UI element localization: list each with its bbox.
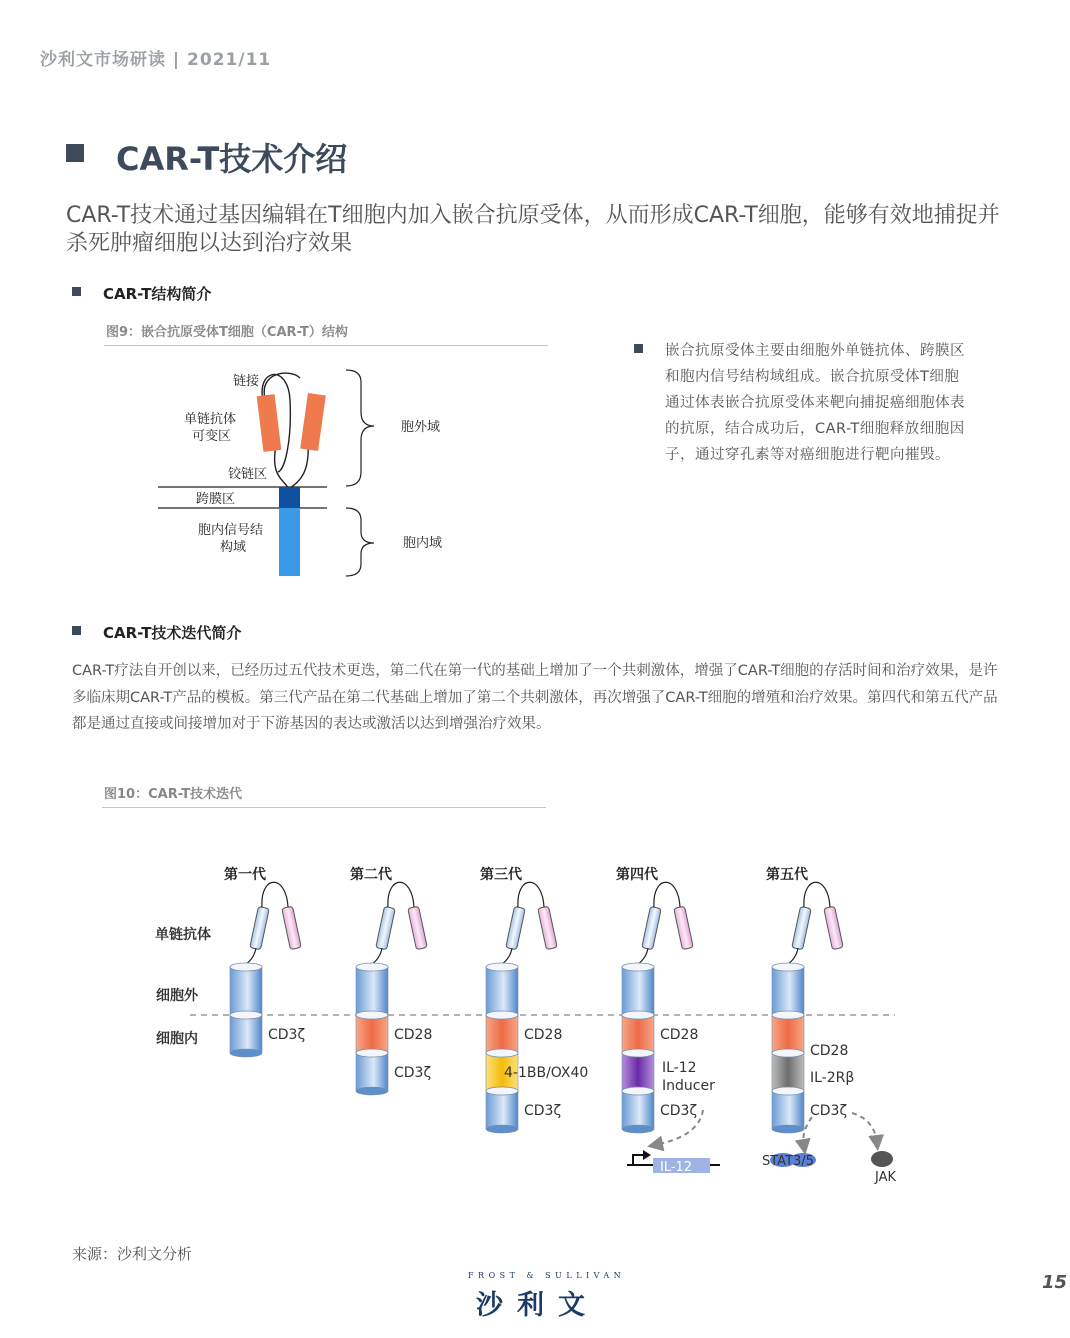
gen1-scfv-b: [282, 906, 301, 949]
gen2-domain-2: [356, 1053, 388, 1091]
page-number: 15: [1042, 1272, 1068, 1293]
generation-title-4: 第四代: [616, 867, 658, 883]
iteration-paragraph: CAR-T疗法自开创以来，已经历过五代技术更迭，第二代在第一代的基础上增加了一个共刺激体，增强了CAR-T细胞的存活时间和治疗效果，是许多临床期CAR-T产品的模板。第三代产品在第二代基础上增加了第二个共刺激体，再次增强了CAR-T细胞的增殖和治疗效果。第四代和第五代产品都是通过直接或间接增加对于下游基因的表达或激活以达到增强治疗效果。: [72, 663, 998, 732]
gen1-domain-label-1: CD3ζ: [268, 1027, 306, 1043]
label-intracellular: 胞内域: [403, 536, 443, 551]
gen5-domain-label-1: CD28: [810, 1043, 849, 1059]
gen1-bottom: [230, 1049, 262, 1057]
label-transmembrane: 跨膜区: [196, 492, 236, 507]
gen5-arrow-jak: [852, 1113, 877, 1143]
bullet-marker: [72, 287, 81, 296]
car-t-generations-diagram: [140, 855, 910, 1195]
gen3-domain-2-top: [486, 1049, 518, 1057]
gen4-domain-3: [622, 1091, 654, 1129]
gen5-domain-1-top: [772, 1011, 804, 1019]
label-signal-1: 胞内信号结: [198, 523, 264, 538]
gen2-domain-label-1: CD28: [394, 1027, 433, 1043]
gen2-domain-label-2: CD3ζ: [394, 1065, 432, 1081]
gen1-extracellular-top: [230, 963, 262, 971]
gen3-extracellular: [486, 967, 518, 1015]
gen4-gene-label: IL-12: [660, 1160, 693, 1175]
label-linker: 链接: [233, 374, 260, 389]
description-marker: [634, 344, 643, 353]
gen5-domain-3-top: [772, 1087, 804, 1095]
scfv-block-2: [300, 393, 326, 451]
gen5-extracellular: [772, 967, 804, 1015]
gen1-extracellular: [230, 967, 262, 1015]
gen4-scfv-b: [674, 906, 693, 949]
gen4-bottom: [622, 1125, 654, 1133]
gen5-domain-label-2: IL-2Rβ: [810, 1070, 855, 1086]
gen5-domain-label-3: CD3ζ: [810, 1103, 848, 1119]
gen3-extracellular-top: [486, 963, 518, 971]
gen3-linker: [518, 882, 544, 907]
gen4-promoter-arrow: [643, 1150, 651, 1160]
gen5-extracellular-top: [772, 963, 804, 971]
gen3-domain-label-2: 4-1BB/OX40: [504, 1065, 589, 1081]
gen2-extracellular: [356, 967, 388, 1015]
gen4-domain-label-2b: Inducer: [662, 1078, 715, 1094]
gen5-linker: [804, 882, 830, 907]
figure10-caption: 图10：CAR-T技术迭代: [104, 787, 243, 802]
label-scfv-1: 单链抗体: [184, 412, 237, 427]
gen1-domain-1: [230, 1015, 262, 1053]
gen2-domain-1: [356, 1015, 388, 1053]
gen4-domain-label-2: IL-12: [662, 1060, 697, 1076]
gen3-domain-1: [486, 1015, 518, 1053]
gen2-scfv-b: [408, 906, 427, 949]
section-marker: [66, 144, 84, 162]
gen4-domain-1-top: [622, 1011, 654, 1019]
source-note: 来源：沙利文分析: [72, 1245, 193, 1263]
gen2-domain-1-top: [356, 1011, 388, 1019]
row-label-extracellular: 细胞外: [156, 988, 198, 1004]
gen4-linker: [654, 882, 680, 907]
gen4-extracellular-top: [622, 963, 654, 971]
section-subtitle: CAR-T技术通过基因编辑在T细胞内加入嵌合抗原受体，从而形成CAR-T细胞，能够有效地捕捉并杀死肿瘤细胞以达到治疗效果: [66, 203, 1000, 256]
gen5-arrow-stat: [803, 1117, 812, 1147]
label-scfv-2: 可变区: [192, 429, 232, 444]
gen3-domain-3-top: [486, 1087, 518, 1095]
gen5-domain-1: [772, 1015, 804, 1053]
gen5-bottom: [772, 1125, 804, 1133]
generation-title-1: 第一代: [224, 867, 266, 883]
gen1-scfv-a: [250, 906, 269, 949]
gen1-linker: [262, 882, 288, 907]
gen5-scfv-b: [824, 906, 843, 949]
label-hinge: 铰链区: [228, 467, 268, 482]
gen4-domain-3-top: [622, 1087, 654, 1095]
figure9-caption: 图9：嵌合抗原受体T细胞（CAR-T）结构: [106, 325, 348, 340]
structure-bullet-title: CAR-T结构简介: [103, 285, 212, 303]
gen4-domain-2: [622, 1053, 654, 1091]
row-label-intracellular: 细胞内: [156, 1031, 198, 1047]
gen4-scfv-a: [642, 906, 661, 949]
gen2-linker: [388, 882, 414, 907]
scfv-block-1: [257, 394, 282, 452]
transmembrane-block: [279, 487, 300, 508]
car-t-structure-diagram: [150, 360, 470, 585]
header-title: 沙利文市场研读 | 2021/11: [40, 50, 272, 70]
brace-extracellular: [346, 370, 374, 486]
gen5-stat-label: STAT3/5: [762, 1154, 814, 1169]
gen5-scfv-a: [792, 906, 811, 949]
gen4-domain-label-3: CD3ζ: [660, 1103, 698, 1119]
gen2-domain-2-top: [356, 1049, 388, 1057]
gen4-domain-label-1: CD28: [660, 1027, 699, 1043]
gen5-jak-blob: [871, 1151, 893, 1167]
gen3-domain-1-top: [486, 1011, 518, 1019]
brace-intracellular: [346, 508, 374, 576]
gen3-scfv-a: [506, 906, 525, 949]
iteration-bullet-title: CAR-T技术迭代简介: [103, 624, 242, 642]
bullet-marker-2: [72, 626, 81, 635]
gen5-domain-2-top: [772, 1049, 804, 1057]
gen5-jak-label: JAK: [875, 1170, 897, 1185]
section-title: CAR-T技术介绍: [116, 140, 348, 178]
gen4-domain-1: [622, 1015, 654, 1053]
gen2-extracellular-top: [356, 963, 388, 971]
signaling-block: [279, 508, 300, 576]
row-label-scfv: 单链抗体: [155, 927, 211, 943]
generation-title-5: 第五代: [766, 867, 808, 883]
gen5-domain-2: [772, 1053, 804, 1091]
gen3-scfv-b: [538, 906, 557, 949]
gen2-bottom: [356, 1087, 388, 1095]
gen3-bottom: [486, 1125, 518, 1133]
logo-frost-sullivan: FROST & SULLIVAN: [468, 1271, 626, 1280]
structure-description: 嵌合抗原受体主要由细胞外单链抗体、跨膜区和胞内信号结构域组成。嵌合抗原受体T细胞通过体表嵌合抗原受体来靶向捕捉癌细胞体表的抗原，结合成功后，CAR-T细胞释放细胞因子，通过穿孔素等对癌细胞进行靶向摧毁。: [665, 343, 965, 463]
gen3-domain-label-3: CD3ζ: [524, 1103, 562, 1119]
gen2-scfv-a: [376, 906, 395, 949]
gen3-domain-label-1: CD28: [524, 1027, 563, 1043]
hinge-line: [275, 445, 288, 488]
label-extracellular: 胞外域: [401, 420, 441, 435]
label-signal-2: 构域: [220, 540, 247, 555]
generation-title-3: 第三代: [480, 867, 522, 883]
gen5-domain-3: [772, 1091, 804, 1129]
gen4-extracellular: [622, 967, 654, 1015]
gen4-domain-2-top: [622, 1049, 654, 1057]
figure9-divider: [104, 345, 548, 346]
gen3-domain-3: [486, 1091, 518, 1129]
figure10-divider: [102, 807, 546, 808]
logo-chinese: 沙利文: [476, 1290, 599, 1321]
gen1-domain-1-top: [230, 1011, 262, 1019]
generation-title-2: 第二代: [350, 867, 392, 883]
